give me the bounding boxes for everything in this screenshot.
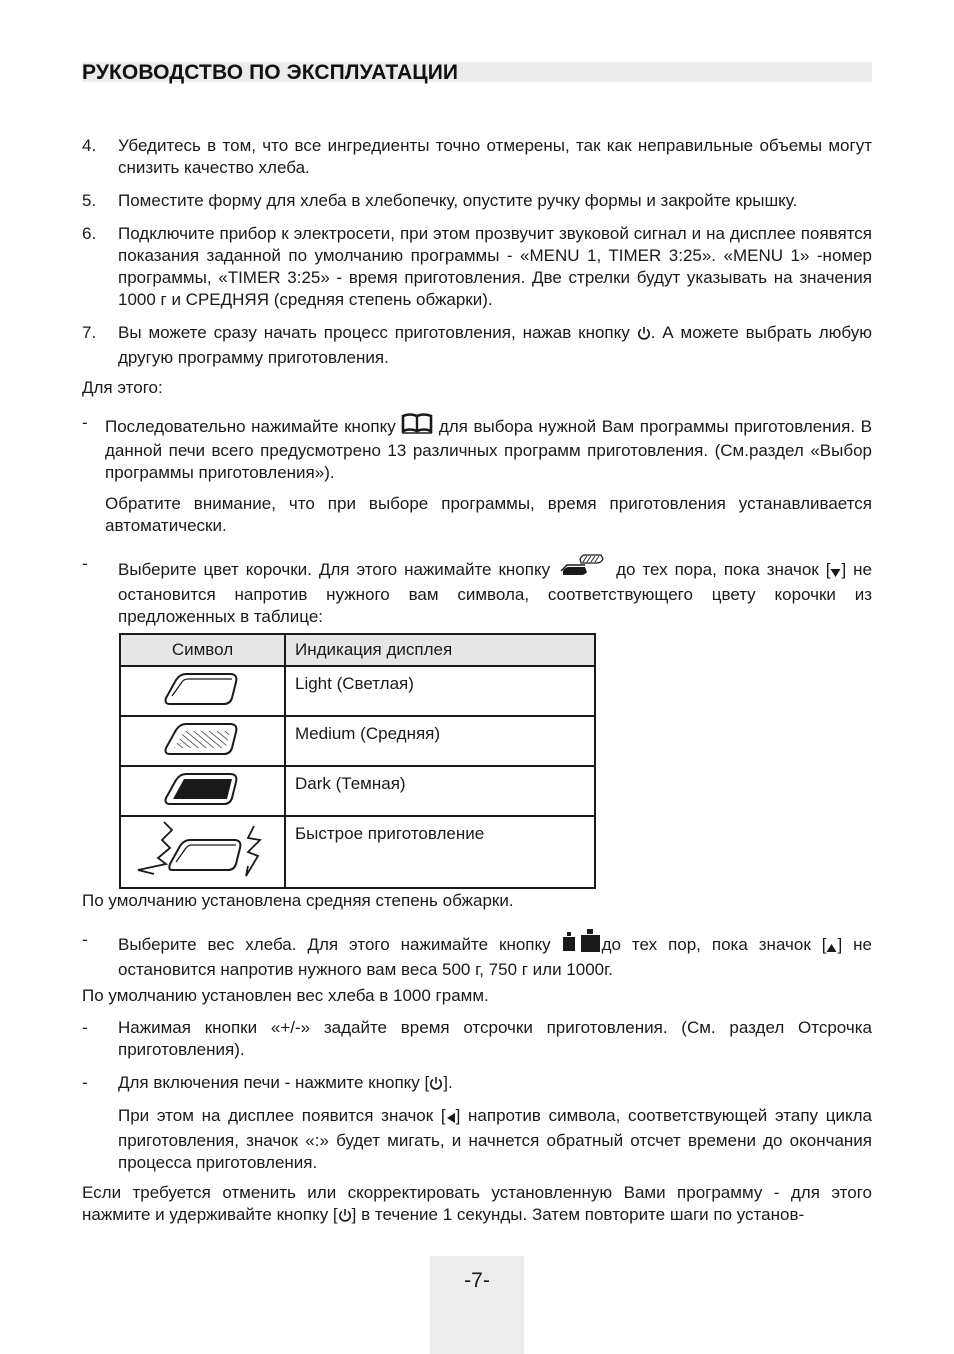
crust-table bbox=[119, 633, 596, 889]
list-item-step-5 bbox=[82, 190, 872, 212]
default-weight-text: По умолчанию установлен вес хлеба в 1000 грамм. bbox=[82, 986, 489, 1005]
table-row bbox=[120, 816, 595, 888]
triangle-up-icon bbox=[826, 937, 837, 959]
triangle-down-icon bbox=[830, 562, 841, 584]
list-item-program bbox=[82, 412, 872, 484]
bullet: - bbox=[82, 930, 88, 949]
list-item-step-6 bbox=[82, 223, 872, 311]
list-item-delay bbox=[82, 1017, 872, 1061]
table-cell-label: Быстрое приготовление bbox=[285, 816, 595, 888]
table-row bbox=[120, 666, 595, 716]
power-icon bbox=[429, 1075, 443, 1097]
list-item-crust bbox=[82, 553, 872, 628]
page-title: РУКОВОДСТВО ПО ЭКСПЛУАТАЦИИ bbox=[82, 61, 459, 84]
cancel-text: Если требуется отменить или скорректировать установленную Вами программу - для этого нажмите и удерживайте кнопку [ ] в течение 1 секунды. Затем повторите шаги по установ- bbox=[82, 1182, 872, 1229]
triangle-left-icon bbox=[446, 1108, 456, 1130]
list-item-start bbox=[82, 1072, 872, 1097]
list-item-step-4 bbox=[82, 135, 872, 179]
table-cell-symbol bbox=[120, 766, 285, 816]
for-this-label: Для этого: bbox=[82, 378, 163, 397]
step-text: Подключите прибор к электросети, при этом прозвучит звуковой сигнал и на дисплее появятся показания заданной по умолчанию программы - «MENU 1, TIMER 3:25». «MENU 1» -номер программы, «TIMER 3:25» - время приготовления. Две стрелки будут указывать на значения 1000 г и СРЕДНЯЯ (средняя степень обжарки). bbox=[118, 224, 872, 309]
table-header-symbol: Символ bbox=[120, 634, 285, 666]
weight-text: Выберите вес хлеба. Для этого нажимайте кнопку до тех пор, пока значок [ ] не остановится напротив нужного вам веса 500 г, 750 г или 1000г. bbox=[118, 929, 872, 981]
medium-crust-icon bbox=[162, 743, 244, 762]
book-icon bbox=[401, 412, 433, 440]
delay-text: Нажимая кнопки «+/-» задайте время отсрочки приготовления. (См. раздел Отсрочка приготовления). bbox=[118, 1018, 872, 1059]
bullet: - bbox=[82, 413, 88, 432]
table-header-display: Индикация дисплея bbox=[285, 634, 595, 666]
dark-crust-icon bbox=[162, 793, 244, 812]
table-header-row bbox=[120, 634, 595, 666]
start-text: Для включения печи - нажмите кнопку [ ]. bbox=[118, 1072, 872, 1097]
crust-text: Выберите цвет корочки. Для этого нажимайте кнопку до тех пора, пока значок [ ] не остановится напротив нужного вам символа, соответствующего цвету корочки из предложенных в таблице: bbox=[118, 553, 872, 628]
program-note: Обратите внимание, что при выборе программы, время приготовления устанавливается автоматически. bbox=[105, 494, 872, 535]
step-number: 6. bbox=[82, 224, 97, 243]
bullet: - bbox=[82, 554, 88, 573]
bullet: - bbox=[82, 1073, 88, 1092]
power-icon bbox=[637, 325, 651, 347]
step-number: 4. bbox=[82, 136, 97, 155]
list-item-step-7 bbox=[82, 322, 872, 369]
start-note: При этом на дисплее появится значок [ ] напротив символа, соответствующей этапу цикла приготовления, значок «:» будет мигать, и начнется обратный отсчет времени до окончания процесса приготовления. bbox=[118, 1106, 872, 1172]
step-text: Убедитесь в том, что все ингредиенты точно отмерены, так как неправильные объемы могут снизить качество хлеба. bbox=[118, 136, 872, 177]
table-cell-label: Light (Светлая) bbox=[285, 666, 595, 716]
table-cell-symbol bbox=[120, 666, 285, 716]
list-item-weight bbox=[82, 929, 872, 981]
table-row bbox=[120, 766, 595, 816]
page-number: -7- bbox=[464, 1269, 490, 1292]
step-number: 5. bbox=[82, 191, 97, 210]
rapid-bake-icon bbox=[136, 865, 270, 884]
step-text: Вы можете сразу начать процесс приготовления, нажав кнопку . А можете выбрать любую другую программу приготовления. bbox=[118, 323, 872, 367]
default-crust-text: По умолчанию установлена средняя степень обжарки. bbox=[82, 891, 514, 910]
crust-select-icon bbox=[557, 553, 609, 583]
step-number: 7. bbox=[82, 323, 97, 342]
table-cell-label: Medium (Средняя) bbox=[285, 716, 595, 766]
light-crust-icon bbox=[162, 693, 244, 712]
table-cell-label: Dark (Темная) bbox=[285, 766, 595, 816]
program-text: Последовательно нажимайте кнопку для выбора нужной Вам программы приготовления. В данной печи всего предусмотрено 13 различных программ приготовления. (См.раздел «Выбор программы приготовления»). bbox=[105, 412, 872, 484]
step-text: Поместите форму для хлеба в хлебопечку, опустите ручку формы и закройте крышку. bbox=[118, 191, 798, 210]
table-cell-symbol bbox=[120, 816, 285, 888]
table-row bbox=[120, 716, 595, 766]
table-cell-symbol bbox=[120, 716, 285, 766]
power-icon bbox=[338, 1207, 352, 1229]
bullet: - bbox=[82, 1018, 88, 1037]
weight-icon bbox=[562, 929, 602, 959]
